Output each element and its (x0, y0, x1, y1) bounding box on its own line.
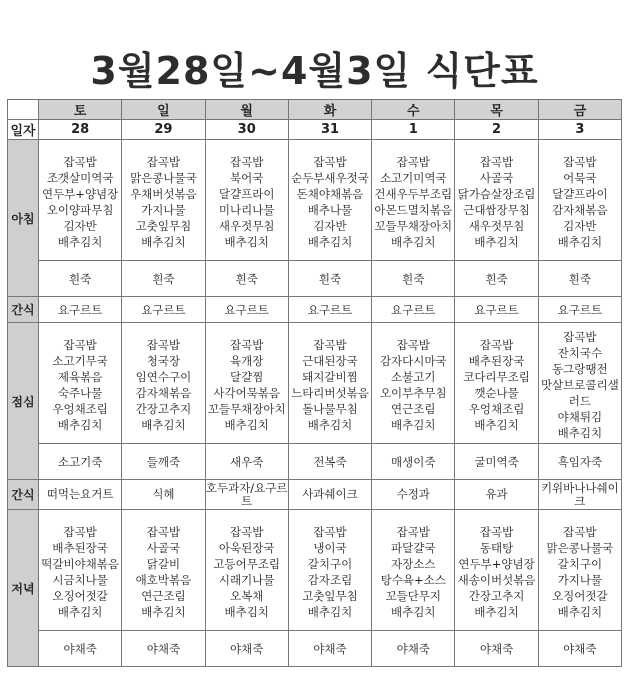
porridge-cell: 흰죽 (288, 261, 371, 297)
day-header: 일 (122, 100, 205, 120)
menu-item: 파달걀국 (391, 541, 436, 555)
breakfast-cell (39, 140, 122, 261)
menu-item: 순두부새우젓국 (291, 171, 369, 185)
menu-item: 달걀프라이 (218, 187, 275, 201)
lunch-porridge-row (8, 444, 622, 480)
menu-item: 감자다시마국 (379, 354, 447, 368)
menu-item: 잡곡밥 (563, 330, 597, 344)
snack-cell (538, 480, 621, 510)
menu-item: 간장고추지 (468, 589, 525, 603)
porridge-cell: 야채죽 (372, 631, 455, 667)
day-header-row (8, 100, 622, 120)
date-cell: 28 (39, 120, 122, 140)
menu-item: 탕수육+소스 (380, 573, 446, 587)
breakfast-row (8, 140, 622, 261)
porridge-cell: 야채죽 (39, 631, 122, 667)
menu-item: 아몬드멸치볶음 (374, 203, 453, 217)
menu-item: 김자반 (313, 219, 347, 233)
menu-item: 숙주나물 (57, 386, 103, 400)
menu-item: 배추김치 (307, 418, 353, 432)
date-cell: 1 (372, 120, 455, 140)
menu-item: 돌나물무침 (302, 402, 358, 416)
snack-cell: 요구르트 (122, 297, 205, 323)
porridge-cell: 흰죽 (205, 261, 288, 297)
menu-item: 김자반 (63, 219, 97, 233)
snack-cell (122, 480, 205, 510)
day-header: 화 (288, 100, 371, 120)
menu-item: 임연수구이 (135, 370, 192, 384)
dinner-cell (205, 510, 288, 631)
menu-item: 감자채볶음 (552, 203, 608, 217)
dinner-cell (122, 510, 205, 631)
menu-item: 잡곡밥 (479, 525, 514, 539)
menu-item: 야채튀김 (557, 410, 603, 424)
day-header: 토 (39, 100, 122, 120)
dinner-porridge-row (8, 631, 622, 667)
menu-item: 코다리무조림 (463, 370, 530, 384)
menu-item: 냉이국 (313, 541, 347, 555)
porridge-cell: 전복죽 (288, 444, 371, 480)
porridge-cell: 야채죽 (288, 631, 371, 667)
corner-cell (8, 100, 39, 120)
menu-item: 어묵국 (563, 171, 597, 185)
dinner-cell (455, 510, 538, 631)
menu-item: 키위바나나 (540, 480, 597, 495)
menu-item: 간장고추지 (135, 402, 192, 416)
menu-item: 갈치구이 (557, 557, 603, 571)
meal-plan-table (7, 99, 622, 667)
menu-item: 배추된장국 (468, 354, 525, 368)
menu-item: 아욱된장국 (218, 541, 275, 555)
menu-item: 배추김치 (57, 235, 103, 249)
menu-item: 육개장 (230, 354, 264, 368)
porridge-cell: 소고기죽 (39, 444, 122, 480)
menu-item: 근대된장국 (302, 354, 358, 368)
menu-item: 잡곡밥 (230, 525, 264, 539)
menu-item: 연근조림 (391, 402, 436, 416)
menu-item: 연근조림 (141, 589, 186, 603)
menu-item: 닭갈비 (146, 557, 181, 571)
menu-item: 잡곡밥 (563, 525, 597, 539)
menu-item: 연두부+양념장 (458, 557, 535, 571)
menu-item: 배추김치 (391, 605, 436, 619)
menu-item: 동태탕 (479, 541, 514, 555)
day-header: 목 (455, 100, 538, 120)
menu-item: 돼지갈비찜 (302, 370, 358, 384)
menu-item: 잡곡밥 (230, 338, 264, 352)
menu-item: 배추김치 (224, 605, 269, 619)
snack-cell: 요구르트 (538, 297, 621, 323)
menu-item: 새우젓무침 (218, 219, 275, 233)
menu-item: 건새우두부조림 (374, 187, 453, 201)
menu-item: 요구르트 (241, 480, 288, 508)
menu-item: 닭가슴살장조림 (457, 187, 536, 201)
porridge-cell: 매생이죽 (372, 444, 455, 480)
menu-item: 소고기미역국 (379, 171, 447, 185)
dinner-cell (288, 510, 371, 631)
lunch-cell (288, 323, 371, 444)
menu-item: 연두부+양념장 (41, 187, 119, 201)
menu-item: 배추김치 (391, 418, 436, 432)
menu-item: 배추김치 (557, 235, 603, 249)
lunch-cell (122, 323, 205, 444)
menu-item: 사골국 (146, 541, 181, 555)
snack1-label: 간식 (8, 297, 39, 323)
snack-cell: 요구르트 (455, 297, 538, 323)
menu-item: 잡곡밥 (479, 155, 514, 169)
porridge-cell: 흰죽 (372, 261, 455, 297)
breakfast-label: 아침 (8, 140, 39, 297)
menu-item: 느타리버섯볶음 (291, 386, 369, 400)
menu-item: 식혜 (152, 487, 175, 501)
menu-item: 소불고기 (391, 370, 436, 384)
menu-item: 떡갈비야채볶음 (41, 557, 120, 571)
menu-item: 고등어무조림 (213, 557, 281, 571)
menu-item: 새우젓무침 (468, 219, 525, 233)
menu-item: 가지나물 (141, 203, 186, 217)
menu-item: 잡곡밥 (396, 338, 430, 352)
menu-item: 동그랑땡전 (552, 362, 608, 376)
menu-item: 배추김치 (57, 418, 103, 432)
breakfast-cell (205, 140, 288, 261)
page-title: 3월28일~4월3일 식단표 (90, 49, 539, 93)
menu-item: 잡곡밥 (146, 155, 181, 169)
menu-item: 배추된장국 (52, 541, 108, 555)
lunch-row (8, 323, 622, 444)
menu-item: 배추김치 (391, 235, 436, 249)
menu-item: 감자채볶음 (135, 386, 192, 400)
menu-item: 북어국 (230, 171, 264, 185)
menu-item: 잡곡밥 (146, 338, 181, 352)
breakfast-cell (372, 140, 455, 261)
menu-item: 배추김치 (474, 605, 519, 619)
dinner-label: 저녁 (8, 510, 39, 667)
menu-item: 꼬들무채장아치 (374, 219, 453, 233)
lunch-label: 점심 (8, 323, 39, 480)
porridge-cell: 야채죽 (122, 631, 205, 667)
menu-item: 우채버섯볶음 (130, 187, 197, 201)
porridge-cell: 야채죽 (455, 631, 538, 667)
menu-item: 조갯살미역국 (46, 171, 114, 185)
lunch-cell (455, 323, 538, 444)
menu-item: 잡곡밥 (396, 155, 430, 169)
menu-item: 잡곡밥 (563, 155, 597, 169)
menu-item: 우엉채조림 (468, 402, 525, 416)
dinner-cell (372, 510, 455, 631)
breakfast-cell (288, 140, 371, 261)
porridge-cell: 흰죽 (122, 261, 205, 297)
menu-item: 잡곡밥 (230, 155, 264, 169)
snack2-row (8, 480, 622, 510)
breakfast-porridge-row (8, 261, 622, 297)
menu-item: 잡곡밥 (63, 155, 97, 169)
menu-item: 소고기무국 (52, 354, 108, 368)
menu-item: 사각어묵볶음 (213, 386, 281, 400)
menu-item: 제육볶음 (57, 370, 103, 384)
day-header: 수 (372, 100, 455, 120)
menu-item: 맑은콩나물국 (130, 171, 197, 185)
menu-item: 잡곡밥 (479, 338, 514, 352)
day-header: 금 (538, 100, 621, 120)
breakfast-cell (538, 140, 621, 261)
menu-item: 꼬들단무지 (385, 589, 442, 603)
date-cell: 30 (205, 120, 288, 140)
menu-item: 사과쉐이크 (302, 487, 358, 501)
snack-cell: 요구르트 (288, 297, 371, 323)
date-row (8, 120, 622, 140)
snack-cell: 요구르트 (205, 297, 288, 323)
menu-item: 깻순나물 (474, 386, 519, 400)
date-cell: 3 (538, 120, 621, 140)
menu-item: 배추김치 (474, 418, 519, 432)
porridge-cell: 흰죽 (455, 261, 538, 297)
menu-item: 돈채야채볶음 (296, 187, 364, 201)
menu-item: 맛살브로콜리샐 (540, 378, 619, 392)
menu-item: 배추김치 (307, 605, 353, 619)
porridge-cell: 굴미역죽 (455, 444, 538, 480)
breakfast-cell (455, 140, 538, 261)
menu-item: 미나리나물 (218, 203, 275, 217)
lunch-cell (372, 323, 455, 444)
porridge-cell: 들깨죽 (122, 444, 205, 480)
menu-item: 우엉채조림 (52, 402, 108, 416)
date-cell: 31 (288, 120, 371, 140)
menu-item: 고춧잎무침 (302, 589, 358, 603)
porridge-cell: 흑임자죽 (538, 444, 621, 480)
menu-item: 쉐이크 (574, 480, 619, 508)
menu-item: 잡곡밥 (396, 525, 430, 539)
menu-item: 가지나물 (557, 573, 603, 587)
menu-item: 오복채 (230, 589, 264, 603)
date-label: 일자 (8, 120, 39, 140)
menu-item: 배추김치 (224, 235, 269, 249)
porridge-cell: 새우죽 (205, 444, 288, 480)
menu-item: 배추김치 (307, 235, 353, 249)
menu-item: 배추김치 (557, 426, 603, 440)
menu-item: 갈치구이 (307, 557, 353, 571)
menu-item: 사골국 (479, 171, 514, 185)
lunch-cell (205, 323, 288, 444)
menu-item: 배추김치 (474, 235, 519, 249)
menu-item: 새송이버섯볶음 (457, 573, 536, 587)
menu-item: 러드 (568, 394, 591, 408)
menu-item: 잡곡밥 (313, 525, 347, 539)
menu-item: 근대쌈장무침 (463, 203, 530, 217)
lunch-cell (39, 323, 122, 444)
menu-item: 배추김치 (557, 605, 603, 619)
dinner-cell (538, 510, 621, 631)
menu-item: 오징어젓갈 (52, 589, 108, 603)
menu-item: 오이부추무침 (379, 386, 447, 400)
menu-item: 달걀프라이 (552, 187, 608, 201)
dinner-cell (39, 510, 122, 631)
snack-cell: 요구르트 (372, 297, 455, 323)
menu-item: 오이양파무침 (46, 203, 114, 217)
snack-cell (288, 480, 371, 510)
menu-item: 꼬들무채장아치 (207, 402, 286, 416)
snack-cell (205, 480, 288, 510)
snack-cell (39, 480, 122, 510)
date-cell: 2 (455, 120, 538, 140)
snack2-label: 간식 (8, 480, 39, 510)
menu-item: 잡곡밥 (313, 338, 347, 352)
menu-item: 고춧잎무침 (135, 219, 192, 233)
lunch-cell (538, 323, 621, 444)
dinner-row (8, 510, 622, 631)
menu-item: 수정과 (396, 487, 430, 501)
menu-item: 떠먹는요거트 (46, 487, 114, 501)
menu-item: 배추김치 (57, 605, 103, 619)
menu-item: 감자조림 (307, 573, 353, 587)
menu-item: 자장소스 (391, 557, 436, 571)
porridge-cell: 흰죽 (538, 261, 621, 297)
snack1-row (8, 297, 622, 323)
menu-item: 시래기나물 (218, 573, 275, 587)
menu-item: 잡곡밥 (146, 525, 181, 539)
snack-cell (372, 480, 455, 510)
menu-item: 배추김치 (141, 418, 186, 432)
date-cell: 29 (122, 120, 205, 140)
menu-item: 김자반 (563, 219, 597, 233)
breakfast-cell (122, 140, 205, 261)
menu-item: 유과 (485, 487, 508, 501)
menu-item: 배추김치 (224, 418, 269, 432)
porridge-cell: 야채죽 (205, 631, 288, 667)
day-header: 월 (205, 100, 288, 120)
menu-item: 오징어젓갈 (552, 589, 608, 603)
snack-cell (455, 480, 538, 510)
menu-item: 달걀찜 (230, 370, 264, 384)
snack-cell: 요구르트 (39, 297, 122, 323)
menu-item: 잡곡밥 (63, 338, 97, 352)
menu-item: 청국장 (146, 354, 181, 368)
menu-item: 배추나물 (307, 203, 353, 217)
menu-item: 호두과자/ (205, 480, 255, 495)
menu-item: 배추김치 (141, 605, 186, 619)
menu-item: 맑은콩나물국 (546, 541, 614, 555)
porridge-cell: 야채죽 (538, 631, 621, 667)
menu-item: 배추김치 (141, 235, 186, 249)
menu-item: 시금치나물 (52, 573, 108, 587)
menu-item: 잔치국수 (557, 346, 603, 360)
menu-item: 잡곡밥 (63, 525, 97, 539)
porridge-cell: 흰죽 (39, 261, 122, 297)
menu-item: 잡곡밥 (313, 155, 347, 169)
menu-item: 애호박볶음 (135, 573, 192, 587)
